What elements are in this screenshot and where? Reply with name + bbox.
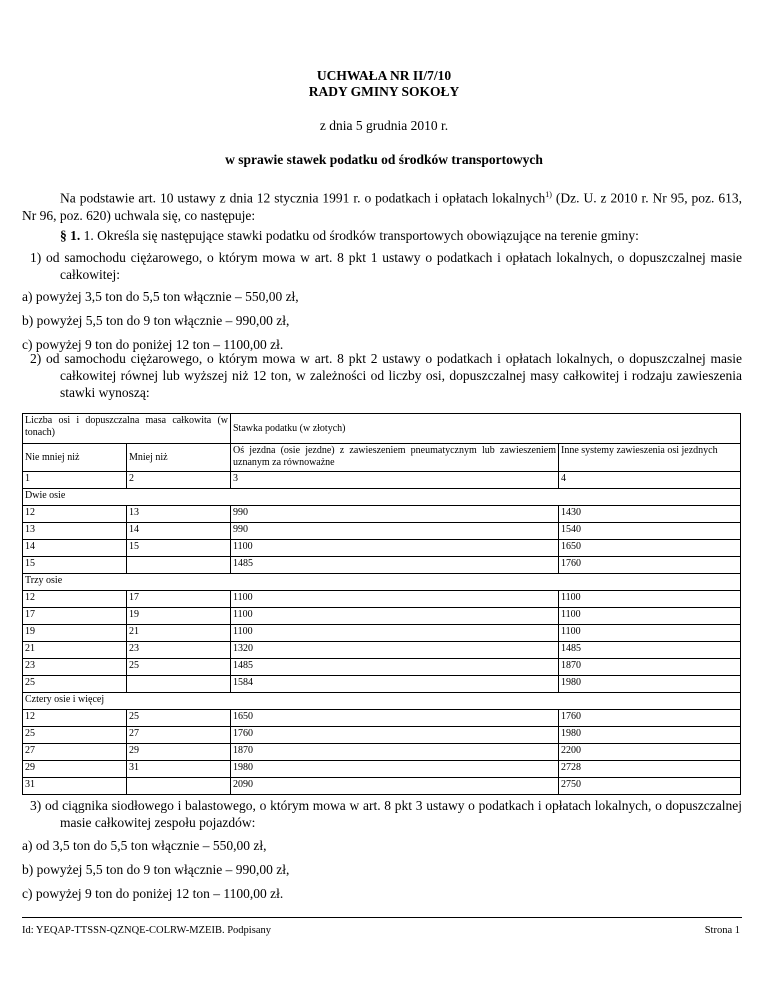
cell-rate-pneumatic: 1485: [231, 557, 559, 574]
table-row: [23, 625, 741, 642]
cell-rate-other: 1485: [559, 642, 741, 659]
cell-min: 31: [23, 778, 127, 795]
cell-max: 25: [127, 710, 231, 727]
header-min: Nie mniej niż: [23, 444, 127, 472]
item-2: 2) od samochodu ciężarowego, o którym mowa w art. 8 pkt 2 ustawy o podatkach i opłatach lokalnych, o dopuszczalnej masie całkowitej równej lub wyższej niż 12 ton, w zależności od liczby osi, dopuszczalnej masy całkowitej i rodzaju zawieszenia stawki wynoszą:: [30, 351, 742, 400]
axle-group-label: Dwie osie: [23, 489, 741, 506]
table-row: [23, 676, 741, 693]
resolution-date: z dnia 5 grudnia 2010 r.: [319, 118, 449, 133]
cell-rate-other: 1430: [559, 506, 741, 523]
cell-rate-pneumatic: 1320: [231, 642, 559, 659]
table-row: [23, 778, 741, 795]
header-max: Mniej niż: [127, 444, 231, 472]
table-row: [23, 642, 741, 659]
cell-max: [127, 778, 231, 795]
cell-min: 14: [23, 540, 127, 557]
cell-rate-other: 1760: [559, 710, 741, 727]
section-1-text: 1. Określa się następujące stawki podatku od środków transportowych obowiązujące na terenie gminy:: [80, 228, 639, 243]
item-1: 1) od samochodu ciężarowego, o którym mowa w art. 8 pkt 1 ustawy o podatkach i opłatach lokalnych, o dopuszczalnej masie całkowitej:: [30, 250, 742, 282]
table-row: [23, 710, 741, 727]
cell-rate-pneumatic: 2090: [231, 778, 559, 795]
cell-min: 17: [23, 608, 127, 625]
cell-max: 14: [127, 523, 231, 540]
table-row: [23, 744, 741, 761]
cell-min: 12: [23, 591, 127, 608]
cell-min: 13: [23, 523, 127, 540]
table-row: [23, 506, 741, 523]
cell-rate-other: 1650: [559, 540, 741, 557]
axle-group-label: Trzy osie: [23, 574, 741, 591]
cell-rate-pneumatic: 1760: [231, 727, 559, 744]
item-1-b: b) powyżej 5,5 ton do 9 ton włącznie – 990,00 zł,: [22, 313, 290, 328]
cell-min: 15: [23, 557, 127, 574]
axle-group-row: [23, 489, 741, 506]
cell-rate-other: 1100: [559, 608, 741, 625]
header-rate: Stawka podatku (w złotych): [231, 414, 741, 444]
cell-rate-other: 1980: [559, 676, 741, 693]
cell-min: 21: [23, 642, 127, 659]
axle-group-row: [23, 693, 741, 710]
item-3: 3) od ciągnika siodłowego i balastowego, o którym mowa w art. 8 pkt 3 ustawy o podatkach i opłatach lokalnych, o dopuszczalnej masie całkowitej zespołu pojazdów:: [30, 798, 742, 830]
cell-rate-pneumatic: 1650: [231, 710, 559, 727]
header-other-suspension: Inne systemy zawieszenia osi jezdnych: [559, 444, 741, 472]
cell-rate-other: 2750: [559, 778, 741, 795]
council-name: RADY GMINY SOKOŁY: [308, 84, 460, 99]
cell-max: [127, 676, 231, 693]
footer-divider: [22, 917, 742, 918]
cell-rate-other: 1100: [559, 591, 741, 608]
cell-rate-pneumatic: 1100: [231, 625, 559, 642]
axle-group-label: Cztery osie i więcej: [23, 693, 741, 710]
table-row: [23, 761, 741, 778]
cell-max: 25: [127, 659, 231, 676]
table-number-row: [23, 472, 741, 489]
cell-rate-pneumatic: 990: [231, 523, 559, 540]
section-1-mark: § 1.: [60, 228, 81, 243]
page-number: Strona 1: [704, 925, 740, 936]
table-header-row: [23, 414, 741, 444]
cell-min: 27: [23, 744, 127, 761]
cell-rate-pneumatic: 1100: [231, 540, 559, 557]
cell-rate-pneumatic: 1980: [231, 761, 559, 778]
cell-rate-other: 1100: [559, 625, 741, 642]
header-mass: Liczba osi i dopuszczalna masa całkowita (w tonach): [23, 414, 231, 444]
cell-max: 23: [127, 642, 231, 659]
cell-min: 19: [23, 625, 127, 642]
item-3-c: c) powyżej 9 ton do poniżej 12 ton – 1100,00 zł.: [22, 886, 284, 901]
col-number-4: 4: [559, 472, 741, 489]
footnote-mark[interactable]: 1): [545, 190, 552, 199]
item-3-a: a) od 3,5 ton do 5,5 ton włącznie – 550,00 zł,: [22, 838, 267, 853]
tax-rate-table: [22, 413, 741, 795]
col-number-3: 3: [231, 472, 559, 489]
cell-max: 21: [127, 625, 231, 642]
preamble: [22, 186, 742, 224]
section-1: [60, 227, 750, 244]
cell-max: [127, 557, 231, 574]
table-row: [23, 557, 741, 574]
table-row: [23, 608, 741, 625]
document-id: Id: YEQAP-TTSSN-QZNQE-COLRW-MZEIB. Podpisany: [22, 925, 271, 936]
cell-rate-pneumatic: 1870: [231, 744, 559, 761]
table-row: [23, 727, 741, 744]
cell-rate-pneumatic: 1100: [231, 608, 559, 625]
preamble-text-b: (Dz. U. z 2010 r. Nr 95, poz. 613, Nr 96, poz. 620) uchwala się, co następuje:: [22, 190, 743, 223]
cell-min: 12: [23, 506, 127, 523]
col-number-2: 2: [127, 472, 231, 489]
axle-group-row: [23, 574, 741, 591]
cell-max: 15: [127, 540, 231, 557]
preamble-text-a: Na podstawie art. 10 ustawy z dnia 12 stycznia 1991 r. o podatkach i opłatach lokalnych: [60, 190, 546, 206]
cell-rate-other: 1870: [559, 659, 741, 676]
cell-max: 29: [127, 744, 231, 761]
cell-rate-pneumatic: 1584: [231, 676, 559, 693]
table-row: [23, 540, 741, 557]
resolution-number: UCHWAŁA NR II/7/10: [316, 68, 452, 83]
cell-rate-other: 1540: [559, 523, 741, 540]
cell-max: 17: [127, 591, 231, 608]
cell-rate-other: 1980: [559, 727, 741, 744]
resolution-subject: w sprawie stawek podatku od środków transportowych: [225, 152, 543, 167]
cell-min: 23: [23, 659, 127, 676]
cell-rate-other: 1760: [559, 557, 741, 574]
item-1-a: a) powyżej 3,5 ton do 5,5 ton włącznie – 550,00 zł,: [22, 289, 299, 304]
cell-max: 27: [127, 727, 231, 744]
cell-max: 19: [127, 608, 231, 625]
cell-rate-pneumatic: 990: [231, 506, 559, 523]
item-3-b: b) powyżej 5,5 ton do 9 ton włącznie – 990,00 zł,: [22, 862, 290, 877]
item-1-c: c) powyżej 9 ton do poniżej 12 ton – 1100,00 zł.: [22, 337, 284, 352]
cell-min: 25: [23, 727, 127, 744]
cell-rate-other: 2728: [559, 761, 741, 778]
col-number-1: 1: [23, 472, 127, 489]
cell-rate-pneumatic: 1485: [231, 659, 559, 676]
cell-min: 25: [23, 676, 127, 693]
table-row: [23, 523, 741, 540]
cell-rate-pneumatic: 1100: [231, 591, 559, 608]
table-row: [23, 659, 741, 676]
header-pneumatic: Oś jezdna (osie jezdne) z zawieszeniem pneumatycznym lub zawieszeniem uznanym za równoważne: [231, 444, 559, 472]
cell-max: 31: [127, 761, 231, 778]
cell-min: 12: [23, 710, 127, 727]
table-row: [23, 591, 741, 608]
cell-rate-other: 2200: [559, 744, 741, 761]
cell-max: 13: [127, 506, 231, 523]
cell-min: 29: [23, 761, 127, 778]
table-subheader-row: [23, 444, 741, 472]
